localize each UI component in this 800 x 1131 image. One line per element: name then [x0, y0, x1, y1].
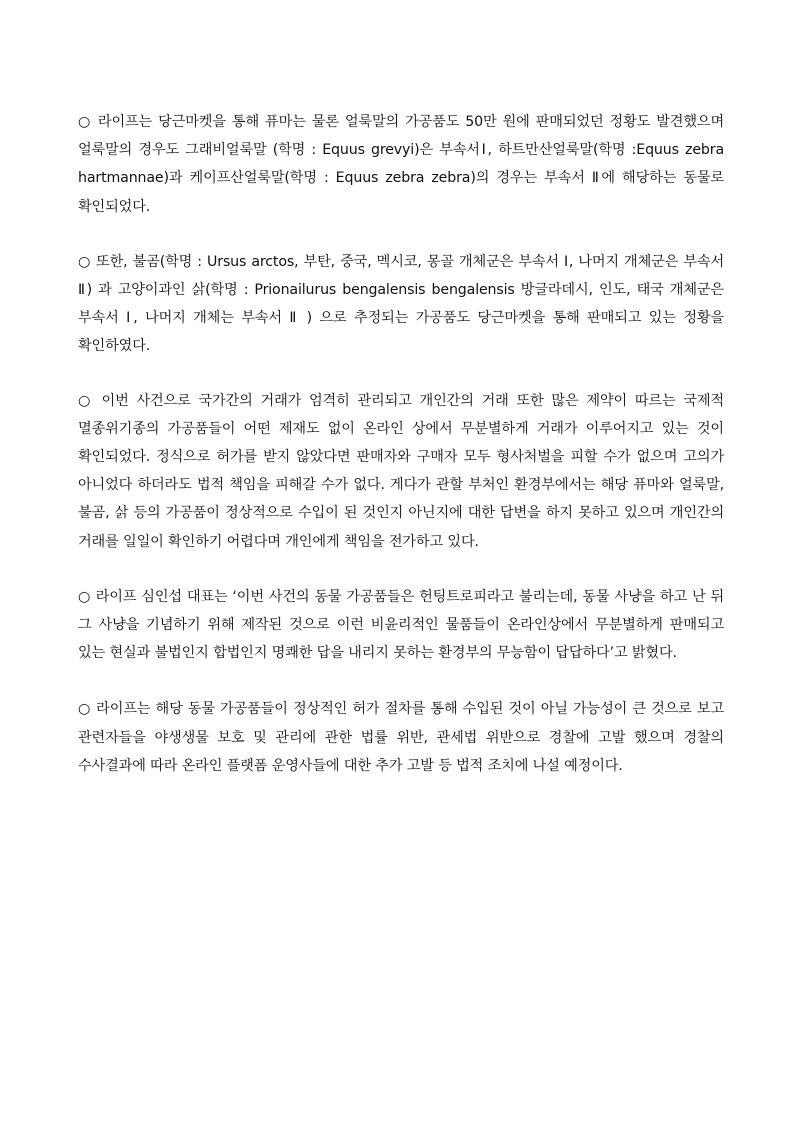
- paragraph-online-trade-issue: ○ 이번 사건으로 국가간의 거래가 엄격히 관리되고 개인간의 거래 또한 많은 제약이 따르는 국제적 멸종위기종의 가공품들이 어떤 제재도 없이 온라인 상에서 무분별하게 거래가 이루어지고 있는 것이 확인되었다. 정식으로 허가를 받지 않았다면 판매자와 구매자 모두 형사처벌을 피할 수가 없으며 고의가 아니었다 하더라도 법적 책임을 피해갈 수가 없다. 게다가 관할 부처인 환경부에서는 해당 퓨마와 얼룩말, 불곰, 삵 등의 가공품이 정상적으로 수입이 된 것인지 아닌지에 대한 답변을 하지 못하고 있으며 개인간의 거래를 일일이 확인하기 어렵다며 개인에게 책임을 전가하고 있다.: [78, 392, 724, 550]
- document-body: [78, 108, 724, 806]
- paragraph-representative-statement: ○ 라이프 심인섭 대표는 ‘이번 사건의 동물 가공품들은 헌팅트로피라고 불리는데, 동물 사냥을 하고 난 뒤 그 사냥을 기념하기 위해 제작된 것으로 이런 비윤리적인 물품들이 온라인상에서 무분별하게 판매되고 있는 현실과 불법인지 합법인지 명쾌한 답을 내리지 못하는 환경부의 무능함이 답답하다’고 밝혔다.: [78, 588, 724, 662]
- paragraph-legal-action: ○ 라이프는 해당 동물 가공품들이 정상적인 허가 절차를 통해 수입된 것이 아닐 가능성이 큰 것으로 보고 관련자들을 야생생물 보호 및 관리에 관한 법률 위반, 관세법 위반으로 경찰에 고발 했으며 경찰의 수사결과에 따라 온라인 플랫폼 운영사들에 대한 추가 고발 등 법적 조치에 나설 예정이다.: [78, 701, 724, 774]
- paragraph-bear-leopard-cat-products: ○ 또한, 불곰(학명 : Ursus arctos, 부탄, 중국, 멕시코, 몽골 개체군은 부속서 Ⅰ, 나머지 개체군은 부속서 Ⅱ) 과 고양이과인 삵(학명 : Prionailurus bengalensis bengalensis 방글라데시, 인도, 태국 개체군은 부속서 Ⅰ, 나머지 개체는 부속서 Ⅱ ) 으로 추정되는 가공품도 당근마켓을 통해 판매되고 있는 정황을 확인하였다.: [78, 253, 724, 355]
- paragraph-zebra-products: ○ 라이프는 당근마켓을 통해 퓨마는 물론 얼룩말의 가공품도 50만 원에 판매되었던 정황도 발견했으며 얼룩말의 경우도 그래비얼룩말 (학명 : Equus grevyi)은 부속서Ⅰ, 하트만산얼룩말(학명 :Equus zebra hartmannae)과 케이프산얼룩말(학명 : Equus zebra zebra)의 경우는 부속서 Ⅱ에 해당하는 동물로 확인되었다.: [78, 114, 724, 215]
